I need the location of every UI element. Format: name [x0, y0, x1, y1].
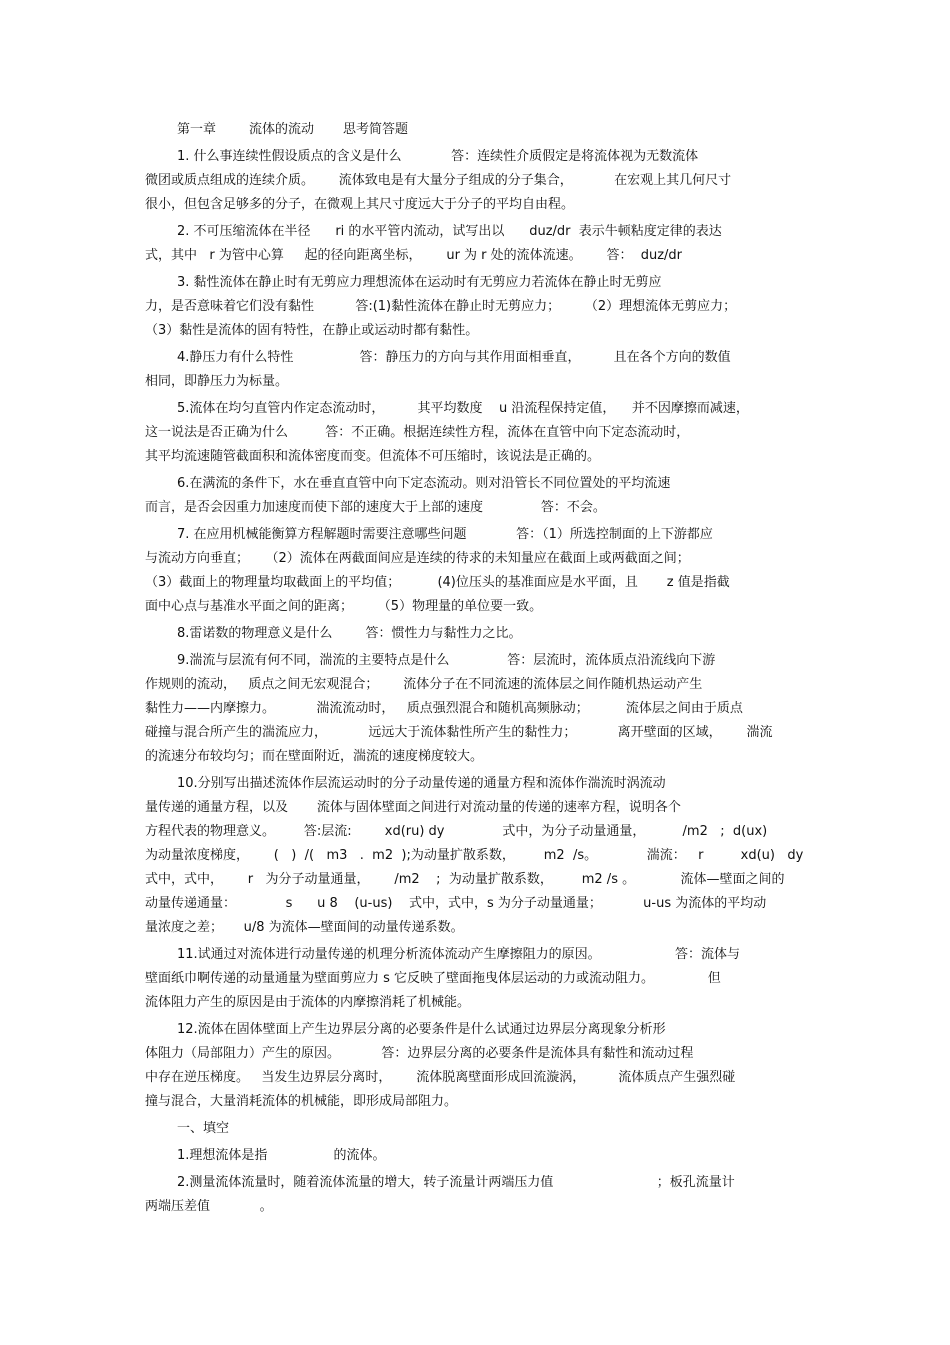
text-line: 作规则的流动， 质点之间无宏观混合； 流体分子在不同流速的流体层之间作随机热运动产生	[145, 677, 703, 692]
text-line: 这一说法是否正确为什么 答：不正确。根据连续性方程，流体在直管中向下定态流动时，	[145, 425, 690, 440]
text-line: 10.分别写出描述流体作层流运动时的分子动量传递的通量方程和流体作湍流时涡流动	[177, 776, 666, 791]
paragraph	[145, 220, 809, 268]
paragraph	[145, 523, 809, 619]
text-line: 而言，是否会因重力加速度而使下部的速度大于上部的速度 答：不会。	[145, 500, 606, 515]
text-line: 一、填空	[177, 1121, 230, 1136]
text-line: （3）黏性是流体的固有特性，在静止或运动时都有黏性。	[145, 323, 479, 338]
text-line: 壁面纸巾啊传递的动量通量为壁面剪应力 s 它反映了壁面拖曳体层运动的力或流动阻力。 但	[145, 971, 721, 986]
text-line: 6.在满流的条件下，水在垂直直管中向下定态流动。则对沿管长不同位置处的平均流速	[177, 476, 671, 491]
paragraph	[145, 1018, 809, 1114]
text-line: 面中心点与基准水平面之间的距离； （5）物理量的单位要一致。	[145, 599, 543, 614]
paragraph	[145, 271, 809, 343]
text-line: 为动量浓度梯度， ( ) /( m3 . m2 );为动量扩散系数， m2 /s。 湍流： r xd(u) dy	[145, 848, 804, 863]
paragraph	[145, 346, 809, 394]
text-line: 碰撞与混合所产生的湍流应力， 远远大于流体黏性所产生的黏性力； 离开壁面的区域， 湍流	[145, 725, 773, 740]
text-line: 1.理想流体是指 的流体。	[177, 1148, 386, 1163]
text-line: 相同，即静压力为标量。	[145, 374, 289, 389]
text-line: 黏性力——内摩擦力。 湍流流动时， 质点强烈混合和随机高频脉动； 流体层之间由于质点	[145, 701, 743, 716]
paragraph	[145, 397, 809, 469]
text-line: 体阻力（局部阻力）产生的原因。 答：边界层分离的必要条件是流体具有黏性和流动过程	[145, 1046, 694, 1061]
text-line: 3. 黏性流体在静止时有无剪应力理想流体在运动时有无剪应力若流体在静止时无剪应	[177, 275, 662, 290]
text-line: 中存在逆压梯度。 当发生边界层分离时， 流体脱离壁面形成回流漩涡， 流体质点产生强烈碰	[145, 1070, 736, 1085]
chapter-title: 第一章 流体的流动 思考简答题	[177, 122, 408, 137]
text-line: （3）截面上的物理量均取截面上的平均值； (4)位压头的基准面应是水平面，且 z 值是指截	[145, 575, 730, 590]
text-line: 力，是否意味着它们没有黏性 答:(1)黏性流体在静止时无剪应力； （2）理想流体无剪应力；	[145, 299, 737, 314]
paragraph	[145, 1144, 809, 1168]
paragraph	[145, 1171, 809, 1219]
text-line: 7. 在应用机械能衡算方程解题时需要注意哪些问题 答：（1）所选控制面的上下游都应	[177, 527, 713, 542]
paragraph	[145, 145, 809, 217]
text-line: 两端压差值 。	[145, 1199, 273, 1214]
text-line: 12.流体在固体壁面上产生边界层分离的必要条件是什么试通过边界层分离现象分析形	[177, 1022, 666, 1037]
text-line: 撞与混合，大量消耗流体的机械能，即形成局部阻力。	[145, 1094, 458, 1109]
paragraph	[145, 772, 809, 940]
chapter-title-paragraph	[145, 118, 809, 142]
text-line: 流体阻力产生的原因是由于流体的内摩擦消耗了机械能。	[145, 995, 471, 1010]
text-line: 量传递的通量方程，以及 流体与固体壁面之间进行对流动量的传递的速率方程，说明各个	[145, 800, 681, 815]
paragraph-gap	[145, 1219, 809, 1222]
paragraph	[145, 649, 809, 769]
text-line: 1. 什么事连续性假设质点的含义是什么 答：连续性介质假定是将流体视为无数流体	[177, 149, 699, 164]
text-line: 式中，式中， r 为分子动量通量， /m2 ; 为动量扩散系数， m2 /s 。 流体—壁面之间的	[145, 872, 785, 887]
text-line: 量浓度之差； u/8 为流体—壁面间的动量传递系数。	[145, 920, 464, 935]
paragraph	[145, 1117, 809, 1141]
paragraph	[145, 943, 809, 1015]
text-line: 方程代表的物理意义。 答:层流: xd(ru) dy 式中，为分子动量通量， /m2 ; d(ux)	[145, 824, 768, 839]
text-line: 与流动方向垂直； （2）流体在两截面间应是连续的待求的未知量应在截面上或两截面之间；	[145, 551, 690, 566]
text-line: 其平均流速随管截面积和流体密度而变。但流体不可压缩时，该说法是正确的。	[145, 449, 601, 464]
text-line: 很小，但包含足够多的分子，在微观上其尺寸度远大于分子的平均自由程。	[145, 197, 575, 212]
text-line: 5.流体在均匀直管内作定态流动时， 其平均数度 u 沿流程保持定值， 并不因摩擦而减速，	[177, 401, 749, 416]
text-line: 11.试通过对流体进行动量传递的机理分析流体流动产生摩擦阻力的原因。 答：流体与	[177, 947, 741, 962]
text-line: 2. 不可压缩流体在半径 ri 的水平管内流动，试写出以 duz/dr 表示牛顿粘度定律的表达	[177, 224, 722, 239]
text-line: 4.静压力有什么特性 答：静压力的方向与其作用面相垂直， 且在各个方向的数值	[177, 350, 731, 365]
text-line: 的流速分布较均匀；而在壁面附近，湍流的速度梯度较大。	[145, 749, 484, 764]
text-line: 动量传递通量： s u 8 (u-us) 式中，式中，s 为分子动量通量； u-us 为流体的平均动	[145, 896, 767, 911]
text-line: 式，其中 r 为管中心算 起的径向距离坐标， ur 为 r 处的流体流速。 答： duz/dr	[145, 248, 683, 263]
text-line: 2.测量流体流量时，随着流体流量的增大，转子流量计两端压力值 ；板孔流量计	[177, 1175, 735, 1190]
paragraph	[145, 472, 809, 520]
text-line: 微团或质点组成的连续介质。 流体致电是有大量分子组成的分子集合， 在宏观上其几何尺寸	[145, 173, 732, 188]
paragraph	[145, 622, 809, 646]
document-body	[145, 118, 809, 1222]
text-line: 9.湍流与层流有何不同，湍流的主要特点是什么 答：层流时，流体质点沿流线向下游	[177, 653, 716, 668]
text-line: 8.雷诺数的物理意义是什么 答：惯性力与黏性力之比。	[177, 626, 522, 641]
